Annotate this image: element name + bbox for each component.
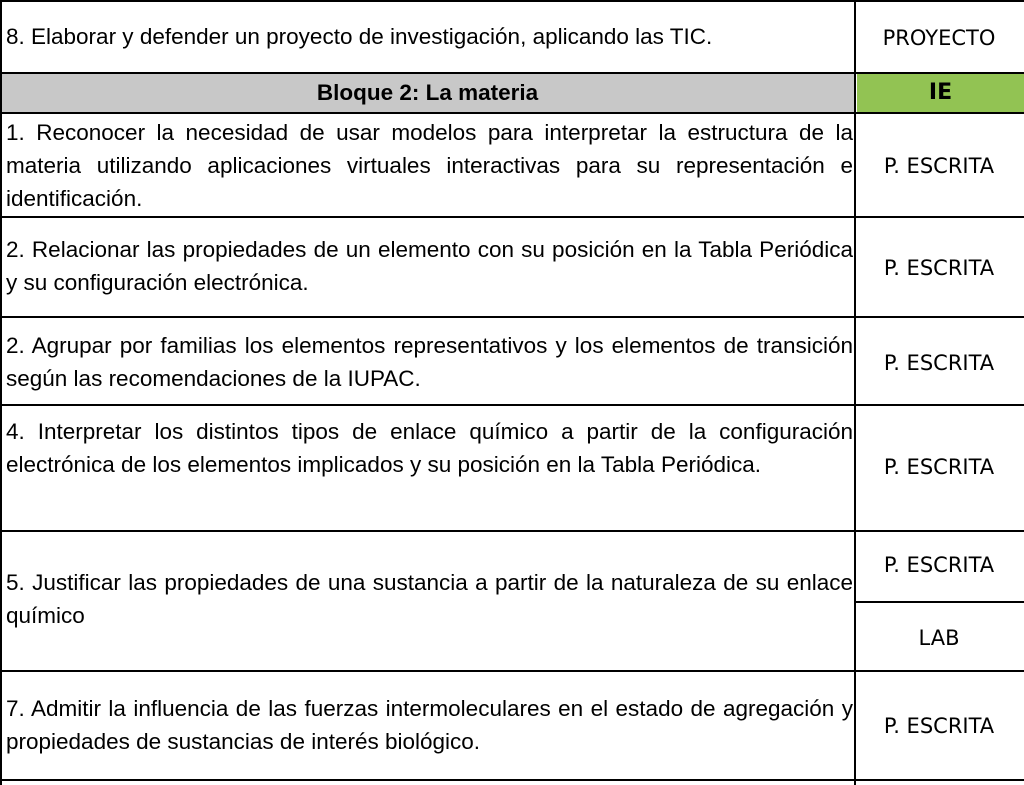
instrument-label: P. ESCRITA [883, 553, 995, 577]
row-border [0, 779, 1024, 781]
instrument-label: P. ESCRITA [883, 154, 995, 178]
table-left-border [0, 0, 2, 785]
instrument-column-header: IE [928, 80, 953, 105]
criterion-text: 7. Admitir la influencia de las fuerzas intermoleculares en el estado de agregación y propiedades de sustancias de interés biológico. [6, 696, 853, 754]
instrument-label: P. ESCRITA [883, 714, 995, 738]
block-header-title: Bloque 2: La materia [316, 80, 539, 105]
row-border [0, 316, 1024, 318]
criterion-text: 4. Interpretar los distintos tipos de enlace químico a partir de la configuración electrónica de los elementos implicados y su posición en la Tabla Periódica. [6, 419, 853, 477]
column-divider [854, 0, 856, 785]
criterion-text: 8. Elaborar y defender un proyecto de investigación, aplicando las TIC. [6, 24, 713, 49]
row-border [0, 404, 1024, 406]
instrument-label: PROYECTO [882, 26, 996, 50]
instrument-label: P. ESCRITA [883, 455, 995, 479]
cell-border [855, 601, 1024, 603]
row-border [0, 0, 1024, 2]
row-border [0, 112, 1024, 114]
criterion-text: 2. Agrupar por familias los elementos representativos y los elementos de transición según las recomendaciones de la IUPAC. [6, 333, 853, 391]
instrument-label: LAB [918, 626, 960, 650]
instrument-label: P. ESCRITA [883, 256, 995, 280]
instrument-label: P. ESCRITA [883, 351, 995, 375]
criterion-text: 2. Relacionar las propiedades de un elemento con su posición en la Tabla Periódica y su configuración electrónica. [6, 237, 853, 295]
criterion-text: 1. Reconocer la necesidad de usar modelos para interpretar la estructura de la materia utilizando aplicaciones virtuales interactivas para su representación e identificación. [6, 120, 853, 211]
criterion-text: 5. Justificar las propiedades de una sustancia a partir de la naturaleza de su enlace químico [6, 570, 853, 628]
row-border [0, 216, 1024, 218]
row-border [0, 530, 1024, 532]
row-border [0, 670, 1024, 672]
